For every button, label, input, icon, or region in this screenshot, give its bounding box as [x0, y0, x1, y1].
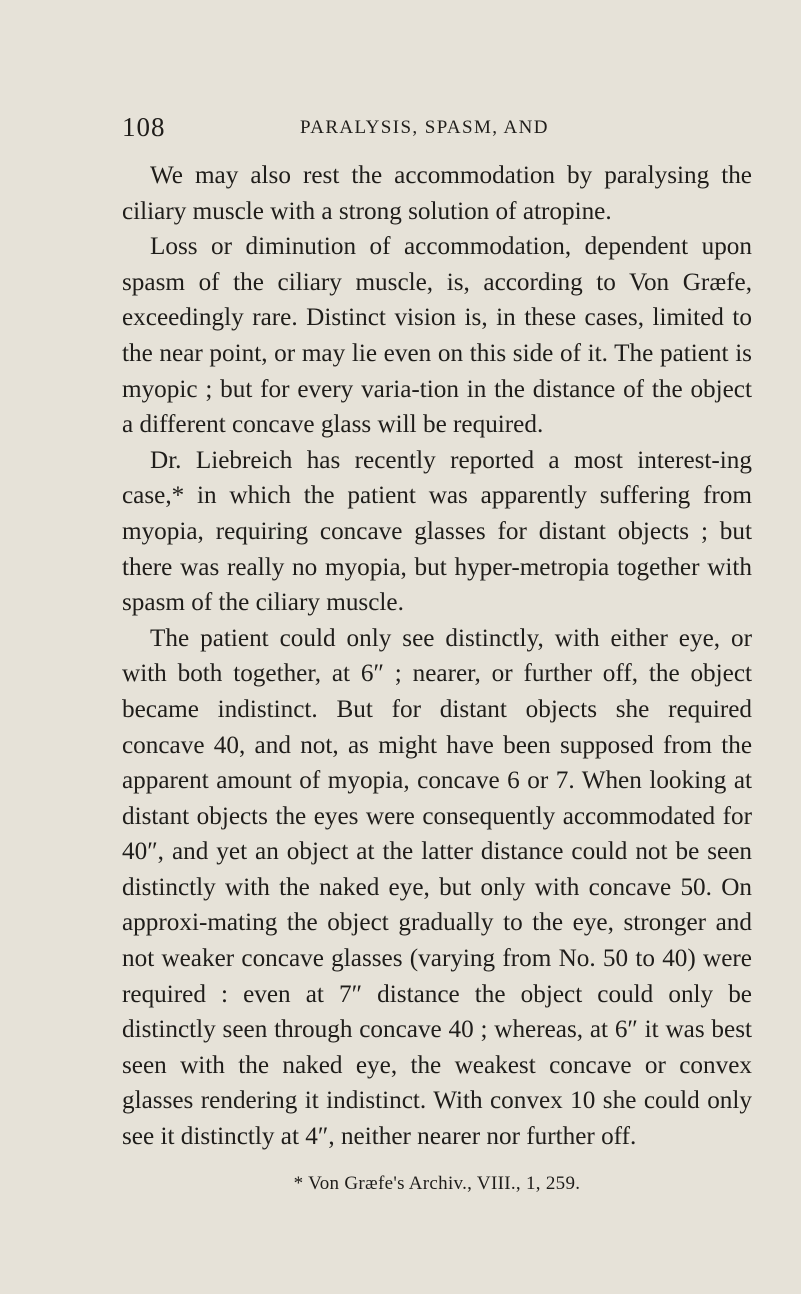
paragraph-liebreich-case: Dr. Liebreich has recently reported a most interest-ing case,* in which the patient was apparently suffering from myopia, requiring concave glasses for distant objects ; but there was really no myopia, but hyper-metropia together with spasm of the ciliary muscle.	[122, 446, 752, 617]
paragraph-patient-observations: The patient could only see distinctly, with either eye, or with both together, at 6″ ; nearer, or further off, the object became indistinct. But for distant objects she required concave 40, and not, as might have been supposed from the apparent amount of myopia, concave 6 or 7. When looking at distant objects the eyes were consequently accommodated for 40″, and yet an object at the latter distance could not be seen distinctly with the naked eye, but only with concave 50. On approxi-mating the object gradually to the eye, stronger and not weaker concave glasses (varying from No. 50 to 40) were required : even at 7″ distance the object could only be distinctly seen through concave 40 ; whereas, at 6″ it was best seen with the naked eye, the weakest concave or convex glasses rendering it indistinct. With convex 10 she could only see it distinctly at 4″, neither nearer nor further off.	[122, 624, 752, 1151]
running-title: PARALYSIS, SPASM, AND	[300, 117, 549, 138]
footnote: * Von Græfe's Archiv., VIII., 1, 259.	[293, 1173, 581, 1194]
paragraph-spasm-ciliary: Loss or diminution of accommodation, dependent upon spasm of the ciliary muscle, is, according to Von Græfe, exceedingly rare. Distinct vision is, in these cases, limited to the near point, or may lie even on this side of it. The patient is myopic ; but for every varia-tion in the distance of the object a different concave glass will be required.	[122, 233, 752, 439]
body-text	[122, 158, 752, 1155]
running-head	[122, 112, 742, 146]
page-number: 108	[122, 112, 166, 142]
paragraph-atropine: We may also rest the accommodation by paralysing the ciliary muscle with a strong solution of atropine.	[122, 162, 752, 225]
